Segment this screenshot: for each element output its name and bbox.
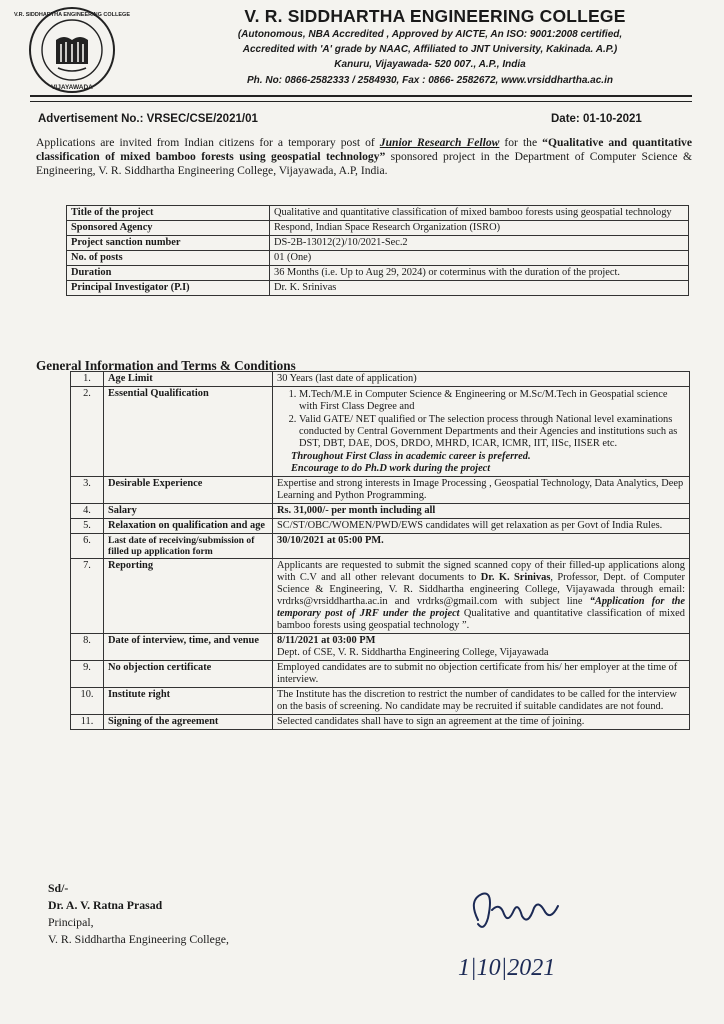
- row-label: Age Limit: [104, 372, 273, 387]
- interview-datetime: 8/11/2021 at 03:00 PM: [277, 635, 376, 646]
- row-label: Essential Qualification: [104, 387, 273, 477]
- project-title-quoted: “Qualitative and quantitative classification of mixed bamboo forests using geospatial technology”: [36, 136, 692, 163]
- college-logo-icon: [13, 6, 131, 94]
- handwritten-signature-icon: [448, 880, 608, 990]
- terms-table: [70, 371, 690, 730]
- row-label: Last date of receiving/submission of filled up application form: [104, 534, 273, 559]
- table-row: [71, 559, 690, 634]
- row-label: No objection certificate: [104, 661, 273, 688]
- row-number: 1.: [71, 372, 104, 387]
- svg-text:1|10|2021: 1|10|2021: [458, 955, 556, 981]
- row-label: Title of the project: [67, 206, 270, 221]
- row-label: Project sanction number: [67, 236, 270, 251]
- row-number: 3.: [71, 477, 104, 504]
- table-row: [71, 688, 690, 715]
- row-value: [273, 387, 690, 477]
- row-label: Salary: [104, 504, 273, 519]
- row-value: 30/10/2021 at 05:00 PM.: [273, 534, 690, 559]
- qualification-note: Encourage to do Ph.D work during the project: [291, 463, 491, 474]
- row-value: Expertise and strong interests in Image Processing , Geospatial Technology, Data Analytics, Deep Learning and Python Programming.: [273, 477, 690, 504]
- signatory-institution: V. R. Siddhartha Engineering College,: [48, 932, 229, 946]
- row-number: 4.: [71, 504, 104, 519]
- header-divider: [30, 95, 692, 97]
- row-number: 5.: [71, 519, 104, 534]
- college-accreditation-line1: (Autonomous, NBA Accredited , Approved by AICTE, An ISO: 9001:2008 certified,: [237, 29, 623, 40]
- advertisement-number: Advertisement No.: VRSEC/CSE/2021/01: [38, 113, 258, 125]
- header-divider-thin: [30, 101, 692, 102]
- table-row: [71, 661, 690, 688]
- row-label: Principal Investigator (P.I): [67, 281, 270, 296]
- row-number: 2.: [71, 387, 104, 477]
- row-value: Applicants are requested to submit the signed scanned copy of their filled-up applications along with C.V and all other relevant documents to Dr. K. Srinivas, Professor, Dept. of Computer Science & Engineering, V. R. Siddhartha engineering College, Vijayawada through email: vrdrks@vrsiddhartha.ac.in and vrdrks@gmail.com with subject line “Application for the temporary post of JRF under the project Qualitative and quantitative classification of mixed bamboo forests using geospatial technology ”.: [273, 559, 690, 634]
- signed-mark: Sd/-: [48, 881, 69, 895]
- row-label: Relaxation on qualification and age: [104, 519, 273, 534]
- qualification-note: Throughout First Class in academic career is preferred.: [291, 451, 531, 462]
- row-label: Desirable Experience: [104, 477, 273, 504]
- college-name: V. R. SIDDHARTHA ENGINEERING COLLEGE: [244, 6, 626, 26]
- college-accreditation-line2: Accredited with 'A' grade by NAAC, Affiliated to JNT University, Kakinada. A.P.): [242, 44, 618, 55]
- row-value: 01 (One): [270, 251, 689, 266]
- row-value: Dr. K. Srinivas: [270, 281, 689, 296]
- qualification-item: 2. Valid GATE/ NET qualified or The selection process through National level examinations conducted by Central Government Departments and their Agencies and institutions such as DST, DBT, DAE, DOS, DRDO, MHRD, ICAR, ICMR, IIT, IISc, IISER etc.: [299, 414, 685, 450]
- table-row: [71, 715, 690, 730]
- table-row: [67, 221, 689, 236]
- row-label: Institute right: [104, 688, 273, 715]
- row-value: Respond, Indian Space Research Organization (ISRO): [270, 221, 689, 236]
- college-address: Kanuru, Vijayawada- 520 007., A.P., India: [334, 59, 526, 70]
- row-value: Selected candidates shall have to sign an agreement at the time of joining.: [273, 715, 690, 730]
- row-label: Signing of the agreement: [104, 715, 273, 730]
- row-value: 30 Years (last date of application): [273, 372, 690, 387]
- table-row: [67, 266, 689, 281]
- qualification-item: 1. M.Tech/M.E in Computer Science & Engineering or M.Sc/M.Tech in Geospatial science with First Class Degree and: [299, 389, 685, 413]
- row-number: 10.: [71, 688, 104, 715]
- row-number: 8.: [71, 634, 104, 661]
- interview-venue: Dept. of CSE, V. R. Siddhartha Engineering College, Vijayawada: [277, 647, 549, 658]
- row-number: 7.: [71, 559, 104, 634]
- row-value: DS-2B-13012(2)/10/2021-Sec.2: [270, 236, 689, 251]
- svg-text:VIJAYAWADA: VIJAYAWADA: [51, 84, 93, 91]
- row-label: Date of interview, time, and venue: [104, 634, 273, 661]
- signatory-name: Dr. A. V. Ratna Prasad: [48, 898, 163, 912]
- row-value: Rs. 31,000/- per month including all: [273, 504, 690, 519]
- row-number: 11.: [71, 715, 104, 730]
- row-value: 36 Months (i.e. Up to Aug 29, 2024) or coterminus with the duration of the project.: [270, 266, 689, 281]
- post-title: Junior Research Fellow: [379, 136, 500, 149]
- table-row: [71, 534, 690, 559]
- table-row: [67, 236, 689, 251]
- table-row: [67, 251, 689, 266]
- row-label: Duration: [67, 266, 270, 281]
- general-info-heading: General Information and Terms & Conditions: [36, 358, 296, 373]
- row-value: Qualitative and quantitative classification of mixed bamboo forests using geospatial technology: [270, 206, 689, 221]
- row-label: Sponsored Agency: [67, 221, 270, 236]
- svg-text:V.R. SIDDHARTHA ENGINEERING CO: V.R. SIDDHARTHA ENGINEERING COLLEGE: [13, 12, 131, 18]
- row-value: Employed candidates are to submit no objection certificate from his/ her employer at the time of interview.: [273, 661, 690, 688]
- signatory-designation: Principal,: [48, 915, 94, 929]
- row-value: The Institute has the discretion to restrict the number of candidates to be called for the interview on the basis of screening. No candidate may be recruited if suitable candidates are not found.: [273, 688, 690, 715]
- project-details-table: [66, 205, 689, 296]
- table-row: [71, 504, 690, 519]
- table-row: [71, 372, 690, 387]
- row-number: 9.: [71, 661, 104, 688]
- signatory-block: [48, 880, 229, 948]
- row-value: SC/ST/OBC/WOMEN/PWD/EWS candidates will get relaxation as per Govt of India Rules.: [273, 519, 690, 534]
- row-label: Reporting: [104, 559, 273, 634]
- advertisement-date: Date: 01-10-2021: [551, 113, 642, 125]
- table-row: [67, 281, 689, 296]
- table-row: [71, 387, 690, 477]
- table-row: [71, 634, 690, 661]
- table-row: [71, 477, 690, 504]
- row-value: [273, 634, 690, 661]
- college-contact: Ph. No: 0866-2582333 / 2584930, Fax : 0866- 2582672, www.vrsiddhartha.ac.in: [247, 75, 613, 86]
- row-label: No. of posts: [67, 251, 270, 266]
- table-row: [71, 519, 690, 534]
- intro-paragraph: Applications are invited from Indian citizens for a temporary post of Junior Research Fellow for the “Qualitative and quantitative classification of mixed bamboo forests using geospatial technology” sponsored project in the Department of Computer Science & Engineering, V. R. Siddhartha Engineering College, Vijayawada, A.P, India.: [36, 136, 692, 177]
- table-row: [67, 206, 689, 221]
- row-number: 6.: [71, 534, 104, 559]
